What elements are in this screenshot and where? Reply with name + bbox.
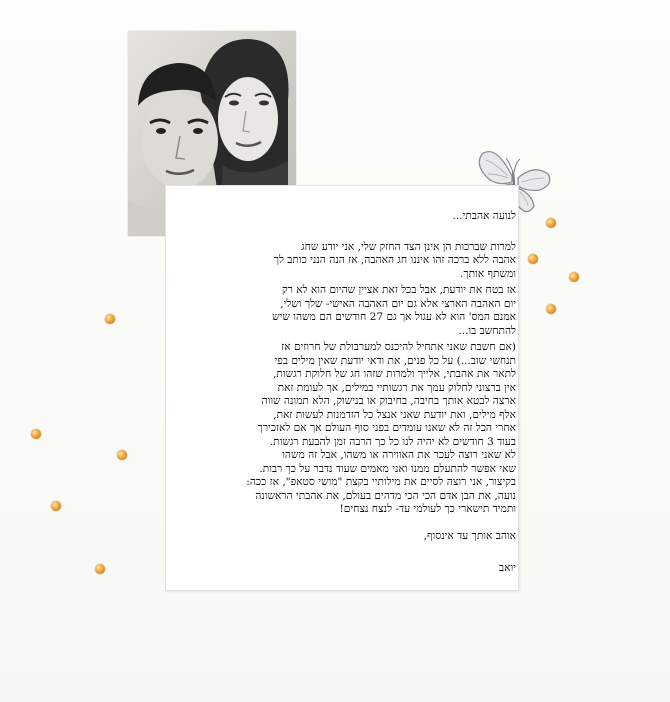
letter-line: בעוד 3 חודשים לא יהיה לנו כל כך הרבה זמן להבעת רגשות. — [269, 435, 516, 448]
letter-line: אלף מילים, ואת יודעת שאני אנצל כל הזדמנות לעשות זאת, — [273, 408, 516, 421]
letter-line: למרות שברכות הן אינן הצד החזק שלי, אני יודע שחג — [301, 240, 516, 253]
letter-line: ארצה לבטא אותך בחיבה, בחיבוק או בנישוק, הלא תמונה שווה — [261, 395, 516, 407]
letter-line: ומשתף אותך. — [460, 267, 516, 280]
letter-line: יום האהבה הארצי אלא גם יום האהבה האישי- שלך ושלי, — [280, 297, 516, 310]
letter-line: בקיצור, אני רוצה לסיים את מילותיי בקצת "מושי סטאפ", אז ככה: — [246, 476, 516, 488]
orange-gem-icon — [546, 304, 556, 314]
letter-paragraph-3 — [180, 341, 516, 517]
letter-line: להתחשב בו... — [458, 324, 516, 337]
letter-line: שאי אפשר להתעלם ממנו ואני מאמים שעוד נדבר על כך רבות. — [259, 462, 516, 475]
letter-line: תנחשי שוב...) על כל פנים, את ודאי יודעת שאין מילים בפי — [274, 354, 516, 367]
letter-line: אמנם המס' הוא לא עגול אך גם 27 חודשים הם משהו שיש — [272, 311, 516, 323]
letter-paragraph-1 — [180, 241, 516, 282]
letter-line: (אם חשבת שאני אתחיל להיכנס למערבולת של חרוזים אז — [281, 341, 516, 353]
letter-line: ותמיד תישארי כך לעולמי עד- לנצח נצחים! — [339, 503, 516, 515]
orange-gem-icon — [95, 564, 105, 574]
letter-line: לתאר את אהבתי, אלייך ולמרות שזהו חג של חלוקת רגשות, — [273, 368, 516, 380]
letter-greeting: לנועה אהבתי... — [452, 210, 516, 222]
letter-line: אין ברצוני לחלוק עמך את רגשותיי במילים, אך לעומת זאת — [277, 381, 516, 394]
letter-line: אהבה ללא ברכה זהו איננו חג האהבה, אז הנה הנני כותב לך — [273, 254, 516, 266]
letter-closing: אוהב אותך עד אינסוף, — [423, 529, 516, 542]
orange-gem-icon — [31, 429, 41, 439]
orange-gem-icon — [51, 501, 61, 511]
orange-gem-icon — [546, 218, 556, 228]
letter-line: נועה, את הבן אדם הכי הכי מדהים בעולם, את אהבתי הראשונה — [255, 489, 516, 502]
letter-paragraph-2 — [180, 284, 516, 338]
letter-text — [180, 210, 516, 576]
letter-line: לא שאני רוצה לעכר את האווירה או משהו, אבל זה משהו — [282, 449, 516, 461]
orange-gem-icon — [569, 272, 579, 282]
orange-gem-icon — [117, 450, 127, 460]
letter-line: אחרי הכל זה לא שאנו עומדים בפני סוף העולם אך אם לאזכירך — [257, 422, 516, 434]
letter-line: אז בטח את יודעת, אבל בכל זאת אציין שהיום הוא לא רק — [282, 284, 516, 296]
orange-gem-icon — [528, 254, 538, 264]
orange-gem-icon — [105, 314, 115, 324]
letter-signature: יואב — [499, 562, 516, 574]
